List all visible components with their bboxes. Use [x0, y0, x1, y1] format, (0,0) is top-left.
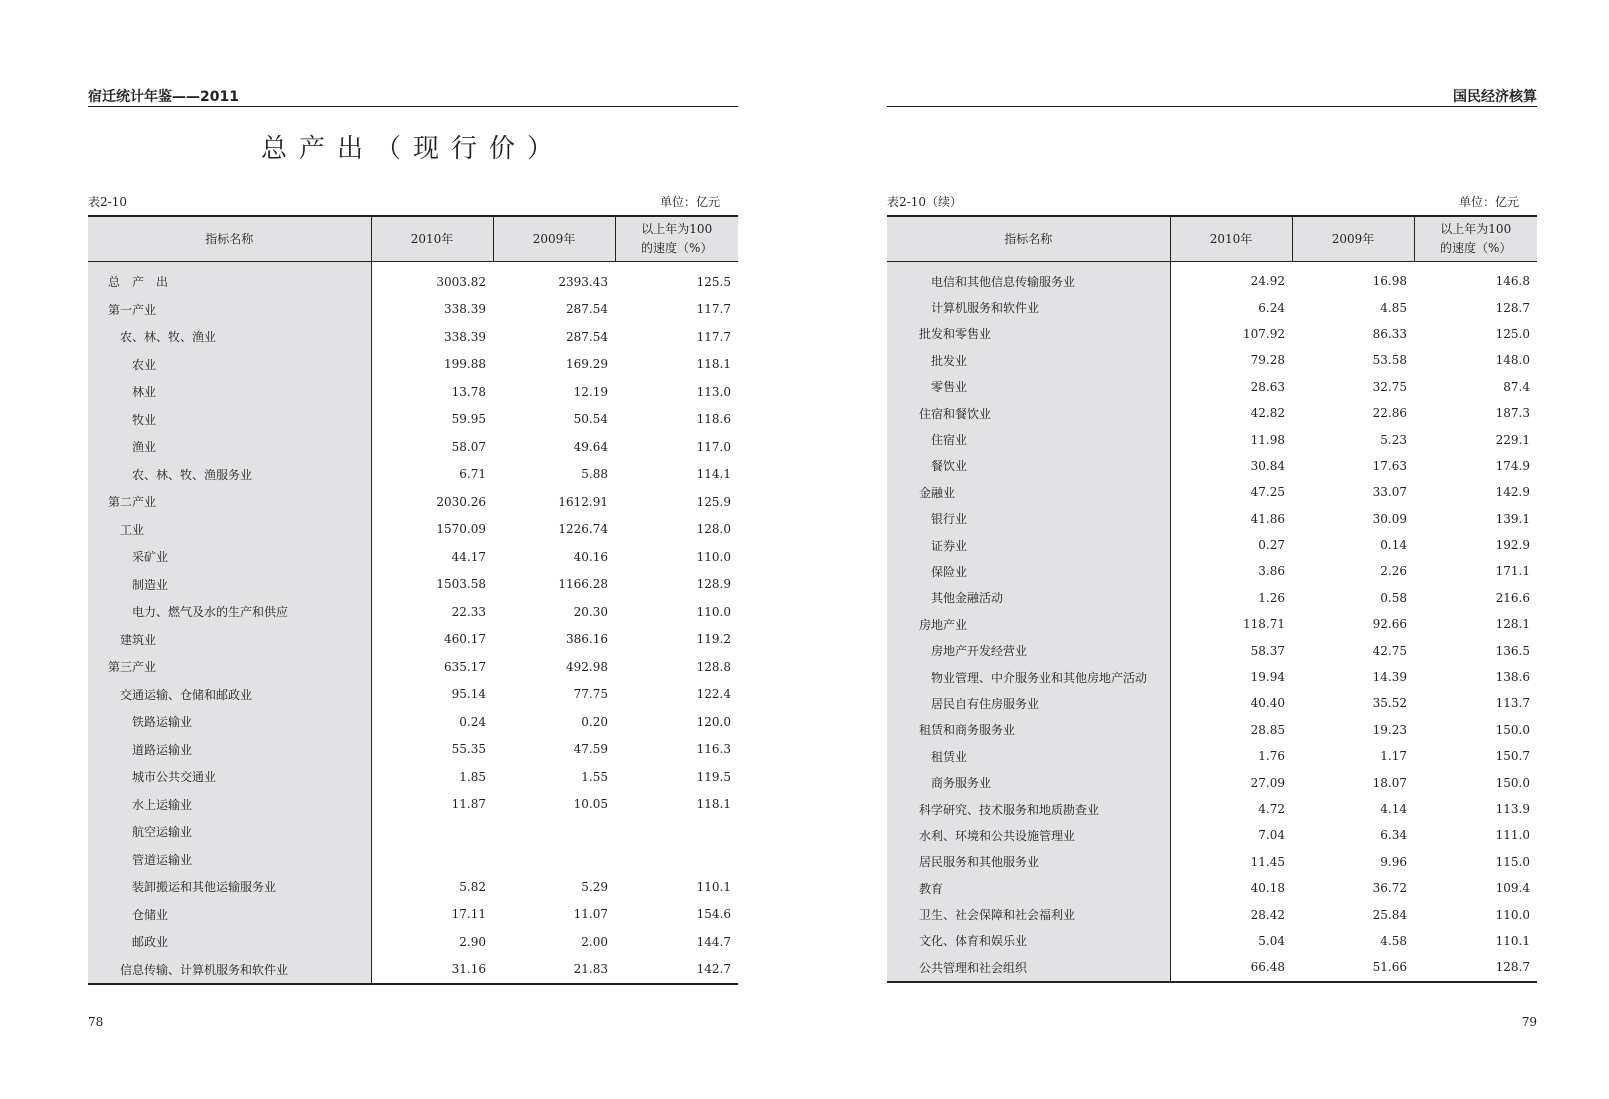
- row-value-2009: 6.34: [1380, 828, 1407, 843]
- row-speed: 142.7: [696, 962, 731, 977]
- row-name: 房地产开发经营业: [887, 637, 1170, 663]
- row-value-2009: 386.16: [566, 632, 608, 647]
- header-2010: 2010年: [1170, 216, 1292, 262]
- header-2009: 2009年: [1292, 216, 1414, 262]
- row-value-2009: 12.19: [573, 384, 608, 399]
- row-value-2010: 40.18: [1250, 881, 1285, 896]
- row-name: 金融业: [887, 479, 1170, 505]
- table-row: [88, 543, 738, 571]
- row-value-2010: 7.04: [1258, 828, 1285, 843]
- row-speed: 109.4: [1495, 881, 1530, 896]
- table-row: [887, 294, 1537, 320]
- row-value-2009: 17.63: [1372, 458, 1407, 473]
- row-value-2009: [493, 846, 615, 874]
- row-value-2009: 40.16: [573, 549, 608, 564]
- row-value-2010: 3003.82: [436, 274, 486, 289]
- row-value-2009: 53.58: [1372, 353, 1407, 368]
- row-speed: 216.6: [1495, 590, 1530, 605]
- row-name: 管道运输业: [88, 846, 371, 874]
- row-value-2010: 460.17: [444, 632, 486, 647]
- table-row: [887, 506, 1537, 532]
- row-speed: 128.8: [696, 659, 731, 674]
- table-row: [88, 406, 738, 434]
- table-row: [88, 626, 738, 654]
- row-name: 道路运输业: [88, 736, 371, 764]
- table-row: [88, 262, 738, 296]
- row-speed: 146.8: [1495, 274, 1530, 289]
- row-name: 采矿业: [88, 543, 371, 571]
- row-value-2009: 1226.74: [558, 522, 608, 537]
- row-name: 科学研究、技术服务和地质勘查业: [887, 796, 1170, 822]
- row-speed: 125.9: [696, 494, 731, 509]
- row-value-2010: 1.76: [1258, 749, 1285, 764]
- row-speed: [615, 846, 738, 874]
- row-value-2009: 1.17: [1380, 749, 1407, 764]
- row-value-2010: 118.71: [1243, 617, 1285, 632]
- row-name: 教育: [887, 875, 1170, 901]
- row-value-2010: 11.98: [1250, 432, 1285, 447]
- header-2010: 2010年: [371, 216, 493, 262]
- row-value-2009: 86.33: [1372, 326, 1407, 341]
- left-page: [88, 0, 738, 1099]
- row-value-2010: 1.85: [459, 769, 486, 784]
- table-row: [887, 321, 1537, 347]
- table-row: [88, 736, 738, 764]
- row-name: 交通运输、仓储和邮政业: [88, 681, 371, 709]
- row-value-2009: 33.07: [1372, 485, 1407, 500]
- row-value-2010: 13.78: [451, 384, 486, 399]
- row-value-2009: 0.14: [1380, 538, 1407, 553]
- table-body: [887, 262, 1537, 982]
- row-value-2009: 4.14: [1380, 802, 1407, 816]
- row-value-2010: 338.39: [444, 302, 486, 317]
- row-speed: 116.3: [696, 742, 731, 757]
- row-speed: 150.0: [1495, 722, 1530, 737]
- row-value-2009: 492.98: [566, 659, 608, 674]
- row-value-2009: 1612.91: [558, 494, 608, 509]
- table-row: [887, 717, 1537, 743]
- row-speed: 128.7: [1495, 300, 1530, 315]
- row-speed: 171.1: [1495, 564, 1530, 579]
- row-name: 渔业: [88, 433, 371, 461]
- table-row: [887, 690, 1537, 716]
- row-value-2009: 92.66: [1372, 617, 1407, 632]
- row-value-2010: 635.17: [444, 659, 486, 674]
- header-speed: [615, 216, 738, 262]
- table-row: [887, 585, 1537, 611]
- row-value-2009: 14.39: [1372, 670, 1407, 685]
- row-value-2009: 20.30: [573, 604, 608, 619]
- row-name: 仓储业: [88, 901, 371, 929]
- row-value-2010: 3.86: [1258, 564, 1285, 579]
- row-speed: 139.1: [1495, 511, 1530, 526]
- row-name: 批发业: [887, 347, 1170, 373]
- row-name: 装卸搬运和其他运输服务业: [88, 873, 371, 901]
- table-row: [887, 637, 1537, 663]
- row-value-2009: 1.55: [581, 769, 608, 784]
- table-caption: 表2-10: [88, 195, 127, 209]
- header-speed-line1: 以上年为100: [641, 222, 713, 236]
- row-name: 餐饮业: [887, 453, 1170, 479]
- row-name: 证券业: [887, 532, 1170, 558]
- row-value-2010: 28.63: [1250, 379, 1285, 394]
- row-value-2009: [493, 818, 615, 846]
- row-value-2010: 2030.26: [436, 494, 486, 509]
- table-row: [887, 822, 1537, 848]
- table-row: [887, 532, 1537, 558]
- row-value-2010: 79.28: [1250, 353, 1285, 368]
- row-name: 牧业: [88, 406, 371, 434]
- row-value-2009: 21.83: [573, 962, 608, 977]
- row-value-2009: 287.54: [566, 302, 608, 317]
- row-name: 房地产业: [887, 611, 1170, 637]
- row-value-2009: 51.66: [1372, 960, 1407, 975]
- table-row: [887, 901, 1537, 927]
- row-value-2010: 44.17: [451, 549, 486, 564]
- row-name: 农、林、牧、渔业: [88, 323, 371, 351]
- row-speed: 110.1: [696, 879, 731, 894]
- row-value-2010: 41.86: [1250, 511, 1285, 526]
- table-row: [88, 378, 738, 406]
- row-value-2009: 16.98: [1372, 274, 1407, 289]
- row-name: 第二产业: [88, 488, 371, 516]
- header-2009: 2009年: [493, 216, 615, 262]
- header-speed-line2: 的速度（%）: [641, 241, 713, 255]
- header-speed-line1: 以上年为100: [1440, 222, 1512, 236]
- row-speed: 113.9: [1495, 802, 1530, 816]
- row-name: 物业管理、中介服务业和其他房地产活动: [887, 664, 1170, 690]
- table-row: [88, 571, 738, 599]
- table-row: [887, 347, 1537, 373]
- row-speed: 174.9: [1495, 458, 1530, 473]
- page-number: 79: [1521, 1015, 1537, 1029]
- row-speed: 128.7: [1495, 960, 1530, 975]
- table-row: [88, 433, 738, 461]
- row-value-2010: 17.11: [451, 907, 486, 922]
- table-row: [887, 479, 1537, 505]
- row-value-2009: 2393.43: [558, 274, 608, 289]
- row-speed: 142.9: [1495, 485, 1530, 500]
- row-value-2009: 2.26: [1380, 564, 1407, 579]
- row-name: 城市公共交通业: [88, 763, 371, 791]
- row-value-2010: 47.25: [1250, 485, 1285, 500]
- row-value-2010: 1.26: [1258, 590, 1285, 605]
- page-title: 总产出（现行价）: [260, 134, 565, 164]
- row-value-2009: 2.00: [581, 934, 608, 949]
- right-page: [887, 0, 1537, 1099]
- row-value-2010: [371, 818, 493, 846]
- row-value-2009: 5.88: [581, 467, 608, 482]
- row-value-2010: 1503.58: [436, 577, 486, 592]
- row-speed: 125.0: [1495, 326, 1530, 341]
- row-value-2010: 0.24: [459, 714, 486, 729]
- row-name: 水上运输业: [88, 791, 371, 819]
- table-row: [887, 769, 1537, 795]
- output-table-continued: [887, 215, 1537, 983]
- row-value-2009: 36.72: [1372, 881, 1407, 896]
- table-row: [887, 796, 1537, 822]
- row-speed: 110.0: [696, 549, 731, 564]
- row-speed: 115.0: [1495, 854, 1530, 869]
- row-name: 商务服务业: [887, 769, 1170, 795]
- row-name: 第一产业: [88, 296, 371, 324]
- row-speed: 192.9: [1495, 538, 1530, 553]
- row-name: 居民服务和其他服务业: [887, 849, 1170, 875]
- row-value-2010: 58.07: [451, 439, 486, 454]
- row-speed: 110.1: [1495, 933, 1530, 948]
- row-speed: 154.6: [696, 907, 731, 922]
- table-row: [887, 743, 1537, 769]
- table-header-row: [887, 216, 1537, 262]
- row-name: 航空运输业: [88, 818, 371, 846]
- row-value-2010: 338.39: [444, 329, 486, 344]
- row-name: 批发和零售业: [887, 321, 1170, 347]
- row-value-2009: 0.20: [581, 714, 608, 729]
- row-value-2010: 5.04: [1258, 933, 1285, 948]
- row-speed: 119.2: [696, 632, 731, 647]
- table-row: [88, 846, 738, 874]
- row-value-2010: 19.94: [1250, 670, 1285, 685]
- table-row: [88, 956, 738, 985]
- row-value-2010: 55.35: [451, 742, 486, 757]
- row-speed: 113.7: [1495, 696, 1530, 711]
- row-name: 公共管理和社会组织: [887, 954, 1170, 981]
- row-name: 计算机服务和软件业: [887, 294, 1170, 320]
- row-name: 总 产 出: [88, 262, 371, 296]
- row-speed: 150.0: [1495, 775, 1530, 790]
- running-head-text: 宿迁统计年鉴——2011: [88, 89, 239, 105]
- row-name: 制造业: [88, 571, 371, 599]
- row-value-2009: 35.52: [1372, 696, 1407, 711]
- row-value-2010: 2.90: [459, 934, 486, 949]
- output-table: [88, 215, 738, 985]
- row-value-2009: 50.54: [573, 412, 608, 427]
- row-name: 铁路运输业: [88, 708, 371, 736]
- row-value-2010: 30.84: [1250, 458, 1285, 473]
- row-speed: 117.7: [696, 329, 731, 344]
- row-speed: 118.1: [696, 357, 731, 372]
- row-name: 住宿业: [887, 426, 1170, 452]
- header-indicator: 指标名称: [887, 216, 1170, 262]
- row-name: 租赁业: [887, 743, 1170, 769]
- row-value-2010: 27.09: [1250, 775, 1285, 790]
- row-value-2010: 95.14: [451, 687, 486, 702]
- row-value-2010: 6.71: [459, 467, 486, 482]
- row-speed: 187.3: [1495, 406, 1530, 421]
- row-speed: 117.7: [696, 302, 731, 317]
- row-value-2010: 28.42: [1250, 907, 1285, 922]
- header-indicator: 指标名称: [88, 216, 371, 262]
- running-head-text: 国民经济核算: [1453, 89, 1537, 105]
- table-row: [887, 262, 1537, 295]
- row-speed: 122.4: [696, 687, 731, 702]
- row-value-2009: 1166.28: [558, 577, 608, 592]
- row-name: 电信和其他信息传输服务业: [887, 262, 1170, 295]
- row-value-2009: 4.58: [1380, 933, 1407, 948]
- row-name: 工业: [88, 516, 371, 544]
- row-value-2010: 66.48: [1250, 960, 1285, 975]
- row-value-2010: 11.87: [451, 797, 486, 812]
- row-speed: 138.6: [1495, 670, 1530, 685]
- table-row: [887, 928, 1537, 954]
- row-value-2010: 4.72: [1258, 802, 1285, 816]
- row-value-2010: 199.88: [444, 357, 486, 372]
- row-value-2009: 5.23: [1380, 432, 1407, 447]
- row-value-2009: 25.84: [1372, 907, 1407, 922]
- row-name: 其他金融活动: [887, 585, 1170, 611]
- table-row: [88, 818, 738, 846]
- row-value-2009: 11.07: [573, 907, 608, 922]
- row-value-2009: 0.58: [1380, 590, 1407, 605]
- table-row: [887, 954, 1537, 981]
- row-name: 住宿和餐饮业: [887, 400, 1170, 426]
- row-name: 保险业: [887, 558, 1170, 584]
- row-value-2010: 58.37: [1250, 643, 1285, 658]
- row-value-2009: 77.75: [573, 687, 608, 702]
- row-speed: 148.0: [1495, 353, 1530, 368]
- table-row: [887, 453, 1537, 479]
- row-name: 文化、体育和娱乐业: [887, 928, 1170, 954]
- running-head: [887, 84, 1537, 107]
- running-head: [88, 84, 738, 107]
- row-name: 第三产业: [88, 653, 371, 681]
- header-speed: [1414, 216, 1537, 262]
- table-row: [88, 681, 738, 709]
- table-row: [887, 374, 1537, 400]
- row-speed: 136.5: [1495, 643, 1530, 658]
- row-speed: 118.1: [696, 797, 731, 812]
- table-header-row: [88, 216, 738, 262]
- row-value-2010: 31.16: [451, 962, 486, 977]
- row-value-2010: 11.45: [1250, 854, 1285, 869]
- row-speed: 110.0: [696, 604, 731, 619]
- row-speed: 120.0: [696, 714, 731, 729]
- row-value-2009: 18.07: [1372, 775, 1407, 790]
- row-name: 银行业: [887, 506, 1170, 532]
- row-name: 水利、环境和公共设施管理业: [887, 822, 1170, 848]
- table-caption: 表2-10（续）: [887, 195, 962, 209]
- row-name: 邮政业: [88, 928, 371, 956]
- row-value-2009: 42.75: [1372, 643, 1407, 658]
- row-name: 信息传输、计算机服务和软件业: [88, 956, 371, 985]
- row-value-2010: 28.85: [1250, 722, 1285, 737]
- row-speed: 110.0: [1495, 907, 1530, 922]
- page-number: 78: [88, 1015, 104, 1029]
- row-speed: 114.1: [696, 467, 731, 482]
- row-value-2009: 169.29: [566, 357, 608, 372]
- row-value-2010: 40.40: [1250, 696, 1285, 711]
- table-row: [88, 708, 738, 736]
- table-row: [88, 351, 738, 379]
- table-row: [88, 791, 738, 819]
- table-unit: 单位：亿元: [659, 195, 720, 209]
- row-name: 电力、燃气及水的生产和供应: [88, 598, 371, 626]
- row-speed: [615, 818, 738, 846]
- table-row: [887, 611, 1537, 637]
- row-value-2009: 4.85: [1380, 300, 1407, 315]
- row-value-2010: 6.24: [1258, 300, 1285, 315]
- row-value-2009: 5.29: [581, 879, 608, 894]
- row-name: 农业: [88, 351, 371, 379]
- table-row: [887, 849, 1537, 875]
- table-row: [88, 901, 738, 929]
- table-row: [88, 598, 738, 626]
- table-body: [88, 262, 738, 985]
- table-row: [88, 653, 738, 681]
- table-row: [88, 323, 738, 351]
- row-value-2009: 19.23: [1372, 722, 1407, 737]
- row-value-2010: 1570.09: [436, 522, 486, 537]
- table-row: [88, 516, 738, 544]
- row-value-2010: 0.27: [1258, 538, 1285, 553]
- row-value-2009: 9.96: [1380, 854, 1407, 869]
- row-value-2009: 22.86: [1372, 406, 1407, 421]
- row-name: 建筑业: [88, 626, 371, 654]
- row-value-2009: 32.75: [1372, 379, 1407, 394]
- table-row: [88, 296, 738, 324]
- row-speed: 144.7: [696, 934, 731, 949]
- table-unit: 单位：亿元: [1458, 195, 1519, 209]
- table-row: [88, 461, 738, 489]
- row-value-2009: 10.05: [573, 797, 608, 812]
- row-speed: 125.5: [696, 274, 731, 289]
- row-speed: 111.0: [1495, 828, 1530, 843]
- row-value-2009: 47.59: [573, 742, 608, 757]
- row-speed: 87.4: [1503, 379, 1530, 394]
- table-row: [887, 426, 1537, 452]
- row-speed: 118.6: [696, 412, 731, 427]
- row-name: 居民自有住房服务业: [887, 690, 1170, 716]
- table-row: [887, 558, 1537, 584]
- row-name: 农、林、牧、渔服务业: [88, 461, 371, 489]
- header-speed-line2: 的速度（%）: [1440, 241, 1512, 255]
- row-value-2010: 42.82: [1250, 406, 1285, 421]
- row-speed: 113.0: [696, 384, 731, 399]
- row-speed: 128.0: [696, 522, 731, 537]
- row-value-2009: 30.09: [1372, 511, 1407, 526]
- row-speed: 119.5: [696, 769, 731, 784]
- row-speed: 150.7: [1495, 749, 1530, 764]
- row-value-2010: 22.33: [451, 604, 486, 619]
- row-value-2009: 287.54: [566, 329, 608, 344]
- row-name: 林业: [88, 378, 371, 406]
- row-value-2010: 24.92: [1250, 274, 1285, 289]
- row-value-2010: 59.95: [451, 412, 486, 427]
- row-value-2010: 5.82: [459, 879, 486, 894]
- table-row: [887, 664, 1537, 690]
- row-value-2010: 107.92: [1243, 326, 1285, 341]
- table-row: [88, 763, 738, 791]
- row-speed: 128.1: [1495, 617, 1530, 632]
- row-name: 卫生、社会保障和社会福利业: [887, 901, 1170, 927]
- row-value-2009: 49.64: [573, 439, 608, 454]
- table-row: [88, 873, 738, 901]
- row-speed: 128.9: [696, 577, 731, 592]
- row-speed: 117.0: [696, 439, 731, 454]
- row-speed: 229.1: [1495, 432, 1530, 447]
- row-value-2010: [371, 846, 493, 874]
- row-name: 租赁和商务服务业: [887, 717, 1170, 743]
- table-row: [88, 928, 738, 956]
- table-row: [88, 488, 738, 516]
- table-row: [887, 400, 1537, 426]
- row-name: 零售业: [887, 374, 1170, 400]
- table-row: [887, 875, 1537, 901]
